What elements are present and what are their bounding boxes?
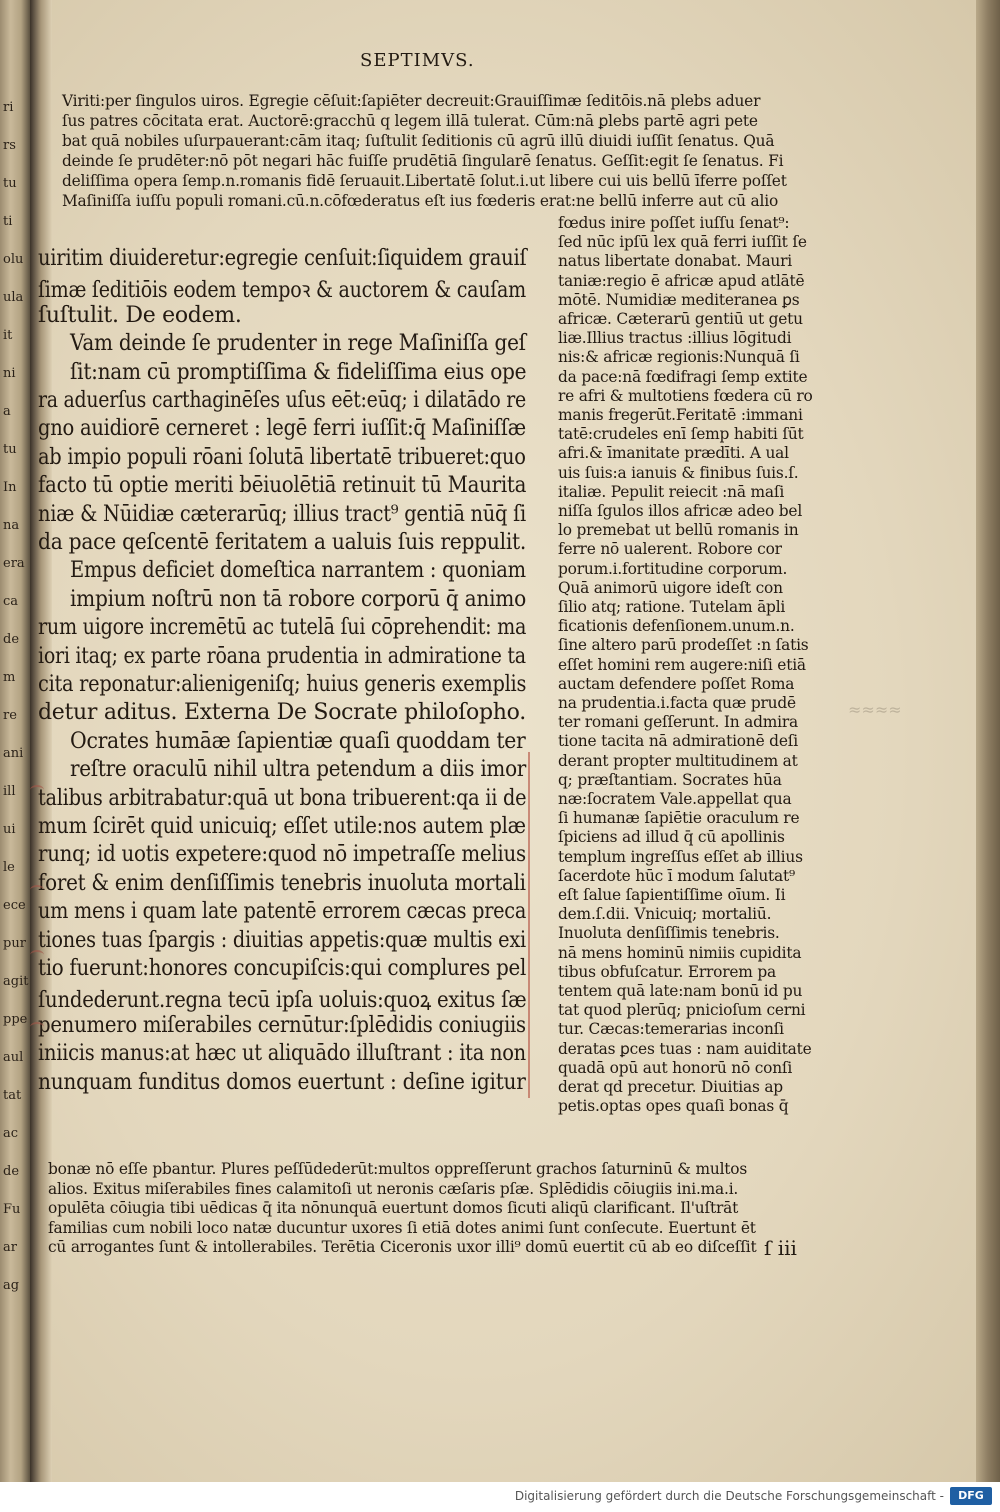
main-text-line: mum ſcirēt quid unicuiq; eſſet utile:nos autem plæ [38, 814, 526, 839]
commentary-right-line: nis:& africæ regionis:Nunquā ſi [558, 348, 800, 367]
gutter [30, 0, 52, 1482]
commentary-right-line: na prudentia.i.facta quæ prudē [558, 694, 796, 712]
commentary-line: ſus patres cōcitata erat. Auctorē:gracchū q legem illā tulerat. Cūm:nā ꝑlebs partē agri pete [62, 112, 758, 130]
footer-credit: Digitalisierung gefördert durch die Deutsche Forschungsgemeinschaft - [514, 1489, 944, 1503]
commentary-right-line: Inuoluta denſiſſimis tenebris. [558, 924, 780, 943]
main-text-line: Vam deinde ſe prudenter in rege Maſiniſſa geſ [70, 331, 526, 357]
commentary-right-line: dem.ſ.dii. Vnicuiq; mortaliū. [558, 905, 772, 924]
commentary-right-line: porum.i.fortitudine corporum. [558, 559, 788, 578]
commentary-right-line: templum ingreſſus eſſet ab illius [558, 847, 803, 866]
commentary-right-line: ſacerdote hūc ī modum ſalutat⁹ [558, 866, 795, 885]
commentary-right-line: da pace:nā fœdifragi ſemp extite [558, 367, 808, 386]
main-text-line: Empus deficiet domeſtica narrantem : quoniam [70, 558, 526, 584]
commentary-right-line: tibus obfuſcatur. Errorem pa [558, 962, 777, 981]
commentary-right-line: ſpiciens ad illud q̄ cū apollinis [558, 828, 785, 847]
left-page-fragment: de [3, 1164, 20, 1179]
main-text-line: ſimæ ſeditiōis eodem tempoꝛ & auctorem & cauſam [38, 278, 526, 304]
left-page-fragment: pur [3, 936, 26, 951]
commentary-right-line: nā mens hominū nimiis cupidita [558, 943, 802, 962]
page-signature: ſ iii [764, 1236, 797, 1260]
left-page-fragment: ri [3, 100, 14, 115]
commentary-right-line: Quā animorū uigore ideſt con [558, 578, 783, 597]
commentary-bottom-line: alios. Exitus miſerabiles fines calamitoſi ut neronis cæſaris pſæ. Splēdidis cōiugiis ini.ma.i. [48, 1179, 739, 1198]
left-page-fragment: ac [3, 1126, 19, 1141]
commentary-right-line: ficationis defenſionem.unum.n. [558, 617, 795, 636]
commentary-right-line: afri.& īmanitate prædīti. A ual [558, 444, 789, 463]
dfg-logo: DFG [950, 1487, 992, 1505]
commentary-right-line: derant propter multitudinem at [558, 751, 798, 770]
commentary-right-line: ferre nō ualerent. Robore cor [558, 540, 782, 559]
left-page-fragment: tu [3, 442, 17, 457]
left-page-fragment: olu [3, 252, 24, 267]
main-text-line: facto tū optie meriti bēiuolētiā retinuit tū Maurita [38, 473, 527, 499]
commentary-right-line: tatē:crudeles enī ſemp habiti ſūt [558, 425, 804, 444]
left-page-fragment: re [3, 708, 17, 723]
main-text-line: tio fuerunt:honores concupiſcis:qui complures pel [38, 956, 527, 981]
left-page-fragment: era [3, 556, 25, 571]
left-page-fragment: ag [3, 1278, 20, 1293]
commentary-right-line: niſſa ſgulos illos africæ adeo bel [558, 502, 803, 520]
commentary-right-line: uis ſuis:a ianuis & finibus ſuis.ſ. [558, 463, 799, 482]
commentary-right-line: mōtē. Numidiæ mediteranea ꝑs [558, 290, 800, 309]
commentary-right-line: petis.optas opes quaſi bonas q̄ [558, 1097, 789, 1116]
left-page-fragment: ui [3, 822, 16, 837]
left-page-fragment: ill [3, 784, 16, 799]
left-page-fragment: m [3, 670, 16, 685]
main-text-line: ſuſtulit. De eodem. [38, 302, 242, 328]
commentary-right-line: tur. Cæcas:temerarias inconſi [558, 1020, 784, 1039]
red-margin-squiggle [30, 885, 44, 895]
main-text-line: da pace qeſcentē feritatem a ualuis ſuis reppulit. [38, 530, 527, 555]
main-text-line: uiritim diuideretur:egregie cenſuit:ſiquidem grauiſ [38, 246, 527, 271]
left-page-fragment: ula [3, 290, 24, 305]
left-page-fragment: le [3, 860, 15, 875]
left-page-fragment: Fu [3, 1202, 21, 1217]
left-page-fragment: rs [3, 138, 16, 153]
main-text-line: foret & enim denſiſſimis tenebris inuoluta mortali [38, 870, 526, 896]
commentary-right-line: taniæ:regio ē africæ apud atlātē [558, 271, 805, 290]
commentary-bottom-line: cū arrogantes ſunt & intollerabiles. Terētia Ciceronis uxor illi⁹ domū euertit cū ab eo diſceſſit [48, 1238, 757, 1257]
main-text-line: Ocrates humāæ ſapientiæ quaſi quoddam ter [70, 728, 526, 754]
commentary-right-line: tentem quā late:nam bonū id pu [558, 982, 803, 1000]
left-page-fragment: tat [3, 1088, 22, 1103]
commentary-right-line: ſed nūc ipſū lex quā ferri iuſſit ſe [558, 233, 807, 252]
main-text-line: gno auidiorē cerneret : legē ferri iuſſit:q̄ Maſiniſſæ [38, 416, 526, 442]
left-page-fragment: ti [3, 214, 13, 229]
commentary-bottom-line: familias cum nobili loco natæ ducuntur uxores ſi etiā dotes animi ſunt conſecute. Euertunt ēt [48, 1218, 756, 1237]
commentary-right-line: ſine altero parū prodeſſet :n ſatis [558, 636, 809, 655]
commentary-right-line: liæ.Illius tractus :illius lōgitudi [558, 329, 792, 348]
running-head: SEPTIMVS. [360, 50, 475, 71]
commentary-line: Viriti:per ſingulos uiros. Egregie cēſuit:ſapiēter decreuit:Grauiſſimæ ſeditōis.nā plebs aduer [62, 92, 761, 110]
main-text-line: nunquam funditus domos euertunt : deſine igitur [38, 1069, 526, 1095]
left-page-fragment: aul [3, 1050, 24, 1065]
commentary-right-line: eſt ſalue ſapientiſſime oīum. Ii [558, 886, 786, 904]
left-page-fragment: ni [3, 366, 16, 381]
commentary-right-line: fœdus inire poſſet iuſſu ſenat⁹: [558, 214, 790, 232]
red-margin-squiggle [30, 785, 44, 795]
main-text-line: rum uigore incremētū ac tutelā ſui cōprehendit: ma [38, 615, 527, 641]
main-text-line: um mens i quam late patentē errorem cæcas preca [38, 899, 527, 925]
left-page-fragment: ppe [3, 1012, 28, 1027]
main-text-line: penumero miſerabiles cernūtur:ſplēdidis coniugiis [38, 1012, 526, 1038]
commentary-right-line: ter romani geſſerunt. In admira [558, 713, 799, 732]
left-page-fragment: de [3, 632, 20, 647]
commentary-right-line: manis fregerūt.Feritatē :immani [558, 406, 803, 424]
commentary-right-line: ſi humanæ ſapiētie oraculum re [558, 809, 800, 828]
commentary-bottom-line: opulēta cōiugia tibi uēdicas q̄ ita nōnunquā euertunt domos ſicuti aliqū clarificant. Il'uſtrāt [48, 1199, 739, 1218]
commentary-right-line: africæ. Cæterarū gentiū ut getu [558, 310, 803, 328]
commentary-right-line: næ:ſocratem Vale.appellat qua [558, 790, 792, 808]
main-text-line: reſtre oraculū nihil ultra petendum a diis imor [70, 757, 527, 783]
main-text-line: runq; id uotis expetere:quod nō impetraſſe melius [38, 842, 526, 868]
main-text-line: niæ & Nūidiæ cæterarūq; illius tract⁹ gentiā nūq̄ ſi [38, 501, 526, 527]
commentary-line: deinde ſe prudēter:nō pōt negari hāc fuiſſe prudētiā ſingularē ſenatus. Geſſit:egit ſe ſenatus. Fi [62, 152, 784, 170]
commentary-right-line: lo premebat ut bellū romanis in [558, 521, 799, 540]
commentary-right-line: quadā opū aut honorū nō conſi [558, 1058, 793, 1077]
left-page-fragment: tu [3, 176, 17, 191]
page-edge-strip [976, 0, 1000, 1482]
commentary-right-line: q; præſtantiam. Socrates hūa [558, 770, 782, 789]
main-text-line: iori itaq; ex parte rōana prudentia in admiratione ta [38, 643, 526, 669]
commentary-right-line: derat qd precetur. Diuitias ap [558, 1078, 783, 1096]
main-text-line: ſundederunt.regna tecū ipſa uoluis:quoꝝ exitus ſæ [38, 988, 527, 1014]
main-text-line: detur aditus. Externa De Socrate philoſopho. [38, 700, 526, 726]
commentary-right-line: italiæ. Pepulit reiecit :nā maſi [558, 482, 785, 501]
commentary-right-line: tat quod plerūq; pnicioſum cerni [558, 1001, 806, 1020]
commentary-right-line: auctam defendere poſſet Roma [558, 674, 795, 693]
commentary-right-line: ſilio atq; ratione. Tutelam āpli [558, 598, 786, 616]
red-margin-mark [528, 752, 537, 1098]
main-text-line: talibus arbitrabatur:quā ut bona tribuerent:qa ii de [38, 785, 527, 811]
main-text-line: cita reponatur:alienigeniſq; huius generis exemplis [38, 672, 527, 697]
commentary-right-line: eſſet homini rem augere:niſi etiā [558, 655, 806, 674]
main-text-line: impium noſtrū non tā robore corporū q̄ animo [70, 586, 526, 612]
commentary-line: deliſſima opera ſemp.n.romanis fidē ſeruauit.Libertatē ſolut.i.ut libere cui uis bellū īferre poſſet [62, 172, 787, 190]
main-text-line: ab impio populi rōani ſolutā libertatē tribueret:quo [38, 444, 526, 470]
main-text-line: iniicis manus:at hæc ut aliquādo illuſtrant : ita non [38, 1041, 526, 1067]
left-page-fragment: agit [3, 974, 29, 989]
commentary-bottom-line: bonæ nō eſſe pbantur. Plures peſſūdederūt:multos oppreſſerunt grachos ſaturninū & multos [48, 1160, 748, 1178]
commentary-right-line: tione tacita nā admirationē deſi [558, 732, 798, 751]
main-text-line: ſit:nam cū promptiſſima & fideliſſima eius ope [70, 359, 527, 385]
commentary-line: Maſiniſſa iuſſu populi romani.cū.n.cōfœderatus eſt ius fœderis erat:ne bellū inferre aut cū alio [62, 192, 779, 210]
main-text-line: tiones tuas ſpargis : diuitias appetis:quæ multis exi [38, 927, 526, 953]
bleed-through-ink: ≈≈≈≈ [848, 700, 902, 719]
commentary-right-line: deratas ꝑces tuas : nam auiditate [558, 1039, 812, 1058]
left-page-fragment: ar [3, 1240, 17, 1255]
commentary-line: bat quā nobiles uſurpauerant:cām itaq; ſuſtulit ſeditionis cū agrū illū diuidi iuſſit ſenatus. Quā [62, 132, 775, 150]
commentary-right-line: natus libertate donabat. Mauri [558, 252, 793, 271]
red-margin-squiggle [30, 1022, 44, 1032]
commentary-right-line: re afri & multotiens fœdera cū ro [558, 386, 813, 405]
left-page-fragment: ani [3, 746, 24, 761]
left-page-fragment: na [3, 518, 20, 533]
left-page-fragment: ece [3, 898, 26, 913]
main-text-line: ra aduerſus carthaginēſes uſus eēt:eūq; i dilatādo re [38, 388, 526, 413]
left-page-fragment: it [3, 328, 13, 343]
red-margin-squiggle [30, 950, 44, 960]
left-page-fragment: a [3, 404, 11, 419]
left-page-fragment: ca [3, 594, 19, 609]
left-page-fragment: In [3, 480, 17, 495]
